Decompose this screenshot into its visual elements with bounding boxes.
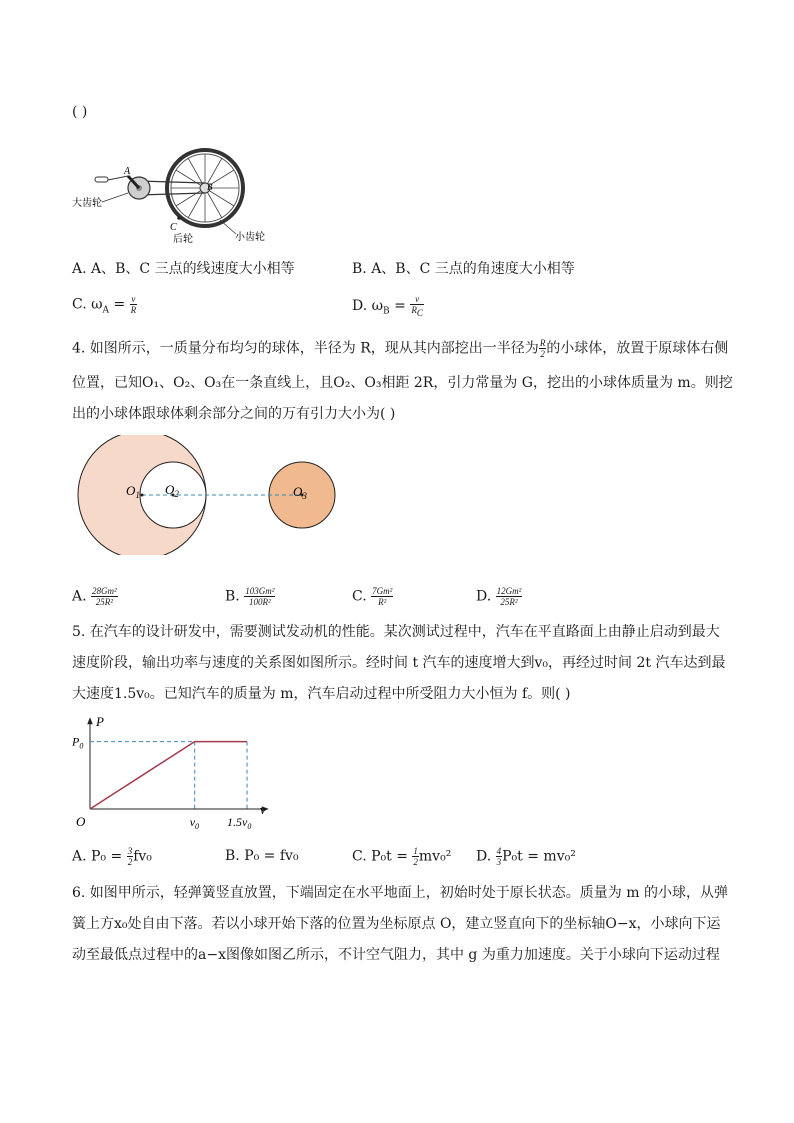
series-line-pv: [90, 742, 247, 809]
label-o2: $O_2$: [165, 482, 179, 499]
label-B: B: [207, 182, 213, 192]
label-C: C: [170, 222, 177, 233]
q4-line-1: 4. 如图所示，一质量分布均匀的球体，半径为 R，现从其内部挖出一半径为 $\frac{R}{2}$ 的小球体，放置于原球体右侧: [72, 338, 729, 359]
q3-paren: ( ): [72, 104, 88, 120]
tick-label-v15: $1.5v_0$: [227, 815, 252, 831]
q4-option-b: B. $\frac{\text{103Gm²}}{\text{100R²}}$: [225, 586, 275, 607]
q5-option-a: A. P₀ = $\frac{3}{2}$ fv₀: [72, 846, 152, 867]
label-small-gear: 小齿轮: [235, 232, 265, 243]
q5-option-b: B. P₀ = fv₀: [225, 848, 299, 864]
q6-line-1: 6. 如图甲所示，轻弹簧竖直放置，下端固定在水平地面上，初始时处于原长状态。质量为 m 的小球，从弹: [72, 885, 728, 901]
label-o3: $O_3$: [293, 484, 307, 501]
q4-option-a: A. $\frac{\text{28Gm²}}{\text{25R²}}$: [72, 586, 117, 607]
label-rear-wheel: 后轮: [173, 234, 193, 245]
q3-option-b: B. A、B、C 三点的角速度大小相等: [352, 261, 575, 277]
tick-label-v0: $v_0$: [189, 815, 200, 831]
q3-option-d: D. $\omega_B$ = $\frac{v}{R_C}$: [352, 294, 423, 318]
label-A: A: [124, 166, 131, 177]
label-big-gear: 大齿轮: [72, 198, 102, 209]
y-axis-label: P: [96, 714, 104, 729]
q5-option-d: D. $\frac{4}{3}$ P₀t = mv₀²: [476, 846, 576, 867]
tick-label-p0: $P_0$: [72, 734, 84, 751]
label-o1: $O_1$: [126, 483, 140, 500]
q4-line-3: 出的小球体跟球体剩余部分之间的万有引力大小为( ): [72, 406, 396, 422]
origin-label: O: [76, 814, 86, 829]
power-velocity-chart: [72, 714, 282, 834]
q3-option-c: C. $\omega_A$ = $\frac{v}{R}$: [72, 294, 137, 316]
spheres-figure: [76, 435, 346, 555]
q6-line-3: 动至最低点过程中的a−x图像如图乙所示，不计空气阻力，其中 g 为重力加速度。关于小球向下运动过程: [72, 947, 720, 963]
x-axis-label: v: [260, 802, 266, 817]
q4-option-c: C. $\frac{\text{7Gm²}}{\text{R²}}$: [352, 586, 393, 607]
bicycle-gear-figure: [72, 146, 272, 246]
q5-option-c: C. P₀t = $\frac{1}{2}$ mv₀²: [352, 846, 452, 867]
q3-option-a: A. A、B、C 三点的线速度大小相等: [72, 261, 295, 277]
q4-line-2: 位置，已知O₁、O₂、O₃在一条直线上，且O₂、O₃相距 2R，引力常量为 G，挖出的小球体质量为 m。则挖: [72, 375, 733, 391]
q5-line-2: 速度阶段，输出功率与速度的关系图如图所示。经时间 t 汽车的速度增大到v₀，再经过时间 2t 汽车达到最: [72, 655, 726, 671]
q4-option-d: D. $\frac{\text{12Gm²}}{\text{25R²}}$: [476, 586, 522, 607]
q6-line-2: 簧上方x₀处自由下落。若以小球开始下落的位置为坐标原点 O，建立竖直向下的坐标轴O−x，小球向下运: [72, 916, 721, 932]
q5-line-3: 大速度1.5v₀。已知汽车的质量为 m，汽车启动过程中所受阻力大小恒为 f。则( ): [72, 686, 571, 702]
q5-line-1: 5. 在汽车的设计研发中，需要测试发动机的性能。某次测试过程中，汽车在平直路面上由静止启动到最大: [72, 624, 720, 640]
